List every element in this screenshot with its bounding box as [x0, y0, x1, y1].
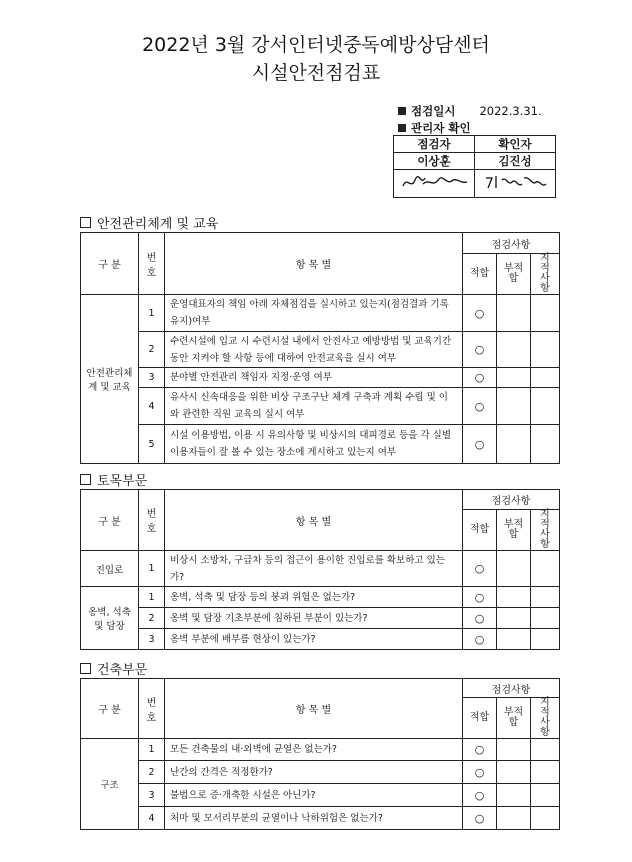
bullet-square-icon: [398, 107, 406, 115]
row-number: 3: [139, 368, 165, 388]
row-number: 2: [139, 761, 165, 784]
pass-mark: ○: [463, 425, 497, 464]
pass-mark: ○: [463, 551, 497, 587]
row-number: 4: [139, 807, 165, 830]
confirmer-name: 김진성: [475, 153, 556, 170]
category-cell: 옹벽, 석축 및 담장: [81, 587, 139, 650]
header-pass: 적합: [463, 698, 497, 739]
pass-mark: ○: [463, 295, 497, 332]
section-title-safety: [80, 213, 218, 232]
fail-cell: [497, 368, 531, 388]
row-number: 1: [139, 295, 165, 332]
pass-mark: ○: [463, 388, 497, 425]
pass-mark: ○: [463, 739, 497, 761]
date-value: 2022.3.31.: [479, 104, 542, 118]
header-category: 구 분: [81, 490, 139, 551]
row-number: 2: [139, 608, 165, 629]
bullet-square-icon: [398, 124, 406, 132]
table-row: [81, 784, 560, 807]
table-row: [81, 295, 560, 332]
category-cell: 구조: [81, 739, 139, 830]
table-row: [81, 608, 560, 629]
remark-cell: [531, 739, 560, 761]
row-item: 유사시 신속대응을 위한 비상 구조구난 체계 구축과 계획 수립 및 이와 관련한 직원 교육의 실시 여부: [165, 388, 463, 425]
checkbox-square-icon: [80, 663, 91, 674]
pass-mark: ○: [463, 332, 497, 368]
remark-cell: [531, 332, 560, 368]
table-row: [81, 551, 560, 587]
inspection-date: [398, 103, 542, 119]
table-row: [81, 332, 560, 368]
confirmer-signature: [475, 170, 556, 198]
row-number: 4: [139, 388, 165, 425]
manager-confirm: [398, 120, 471, 136]
inspector-signature-image: [397, 170, 471, 194]
header-category: 구 분: [81, 233, 139, 295]
header-number: 번 호: [139, 679, 165, 739]
remark-cell: [531, 551, 560, 587]
pass-mark: ○: [463, 587, 497, 608]
row-number: 3: [139, 629, 165, 650]
row-number: 5: [139, 425, 165, 464]
row-item: 난간의 간격은 적정한가?: [165, 761, 463, 784]
section-title-building: [80, 659, 147, 678]
header-pass: 적합: [463, 510, 497, 551]
remark-cell: [531, 761, 560, 784]
table-row: [81, 587, 560, 608]
table-row: [81, 425, 560, 464]
header-number: 번 호: [139, 233, 165, 295]
section-title-text: 토목부문: [97, 474, 148, 489]
header-remark: 지적사항: [531, 510, 560, 551]
row-number: 2: [139, 332, 165, 368]
header-number: 번 호: [139, 490, 165, 551]
fail-cell: [497, 608, 531, 629]
remark-cell: [531, 388, 560, 425]
remark-cell: [531, 807, 560, 830]
civil-table: [80, 489, 560, 650]
header-items: 항 목 별: [165, 679, 463, 739]
row-item: 시설 이용방법, 이용 시 유의사항 및 비상시의 대피경로 등을 각 실별 이용자들이 잘 볼 수 있는 장소에 게시하고 있는지 여부: [165, 425, 463, 464]
inspector-signature: [394, 170, 475, 198]
row-item: 분야별 안전관리 책임자 지정·운영 여부: [165, 368, 463, 388]
confirmer-signature-image: [478, 170, 552, 194]
fail-cell: [497, 784, 531, 807]
row-item: 불법으로 증·개축한 시설은 아닌가?: [165, 784, 463, 807]
header-fail: 부적합: [497, 254, 531, 295]
fail-cell: [497, 388, 531, 425]
pass-mark: ○: [463, 807, 497, 830]
fail-cell: [497, 807, 531, 830]
fail-cell: [497, 761, 531, 784]
row-item: 옹벽 및 담장 기초부분에 침하된 부분이 있는가?: [165, 608, 463, 629]
remark-cell: [531, 608, 560, 629]
fail-cell: [497, 425, 531, 464]
header-category: 구 분: [81, 679, 139, 739]
row-item: 운영대표자의 책임 아래 자체점검을 실시하고 있는지(점검결과 기록유지)여부: [165, 295, 463, 332]
remark-cell: [531, 629, 560, 650]
row-number: 1: [139, 739, 165, 761]
fail-cell: [497, 739, 531, 761]
page-title: 2022년 3월 강서인터넷중독예방상담센터: [142, 34, 490, 56]
table-row: [81, 761, 560, 784]
row-item: 비상시 소방차, 구급차 등의 접근이 용이한 진입로를 확보하고 있는가?: [165, 551, 463, 587]
fail-cell: [497, 551, 531, 587]
table-row: [81, 739, 560, 761]
header-fail: 부적합: [497, 510, 531, 551]
checkbox-square-icon: [80, 474, 91, 485]
row-item: 모든 건축물의 내·외벽에 균열은 없는가?: [165, 739, 463, 761]
remark-cell: [531, 368, 560, 388]
section-title-text: 안전관리체계 및 교육: [97, 217, 219, 232]
building-table: [80, 678, 560, 830]
header-remark: 지적사항: [531, 698, 560, 739]
checkbox-square-icon: [80, 217, 91, 228]
remark-cell: [531, 295, 560, 332]
header-items: 항 목 별: [165, 233, 463, 295]
table-row: [81, 388, 560, 425]
fail-cell: [497, 587, 531, 608]
category-cell: 진입로: [81, 551, 139, 587]
header-check: 점검사항: [463, 233, 560, 254]
pass-mark: ○: [463, 761, 497, 784]
manager-label: 관리자 확인: [411, 121, 471, 135]
date-label: 점검일시: [411, 104, 456, 118]
header-fail: 부적합: [497, 698, 531, 739]
remark-cell: [531, 587, 560, 608]
header-check: 점검사항: [463, 490, 560, 510]
fail-cell: [497, 332, 531, 368]
section-title-text: 건축부문: [97, 663, 148, 678]
pass-mark: ○: [463, 629, 497, 650]
inspector-name: 이상훈: [394, 153, 475, 170]
table-row: [81, 368, 560, 388]
fail-cell: [497, 295, 531, 332]
fail-cell: [497, 629, 531, 650]
row-item: 옹벽 부분에 배부름 현상이 있는가?: [165, 629, 463, 650]
remark-cell: [531, 784, 560, 807]
header-remark: 지적사항: [531, 254, 560, 295]
pass-mark: ○: [463, 368, 497, 388]
category-cell: 안전관리체계 및 교육: [81, 295, 139, 464]
confirmer-header: 확인자: [475, 136, 556, 153]
remark-cell: [531, 425, 560, 464]
row-item: 수련시설에 입교 시 수련시설 내에서 안전사고 예방방법 및 교육기간 동안 지켜야 할 사항 등에 대하여 안전교육을 실시 여부: [165, 332, 463, 368]
row-number: 3: [139, 784, 165, 807]
pass-mark: ○: [463, 784, 497, 807]
signature-table: [393, 135, 556, 198]
row-item: 옹벽, 석축 및 담장 등의 붕괴 위험은 없는가?: [165, 587, 463, 608]
table-row: [81, 807, 560, 830]
safety-table: [80, 232, 560, 464]
page-subtitle: 시설안전점검표: [251, 62, 381, 84]
row-item: 처마 및 모서리부분의 균열이나 낙하위험은 없는가?: [165, 807, 463, 830]
inspector-header: 점검자: [394, 136, 475, 153]
row-number: 1: [139, 551, 165, 587]
row-number: 1: [139, 587, 165, 608]
header-items: 항 목 별: [165, 490, 463, 551]
header-check: 점검사항: [463, 679, 560, 698]
section-title-civil: [80, 470, 147, 489]
pass-mark: ○: [463, 608, 497, 629]
header-pass: 적합: [463, 254, 497, 295]
table-row: [81, 629, 560, 650]
